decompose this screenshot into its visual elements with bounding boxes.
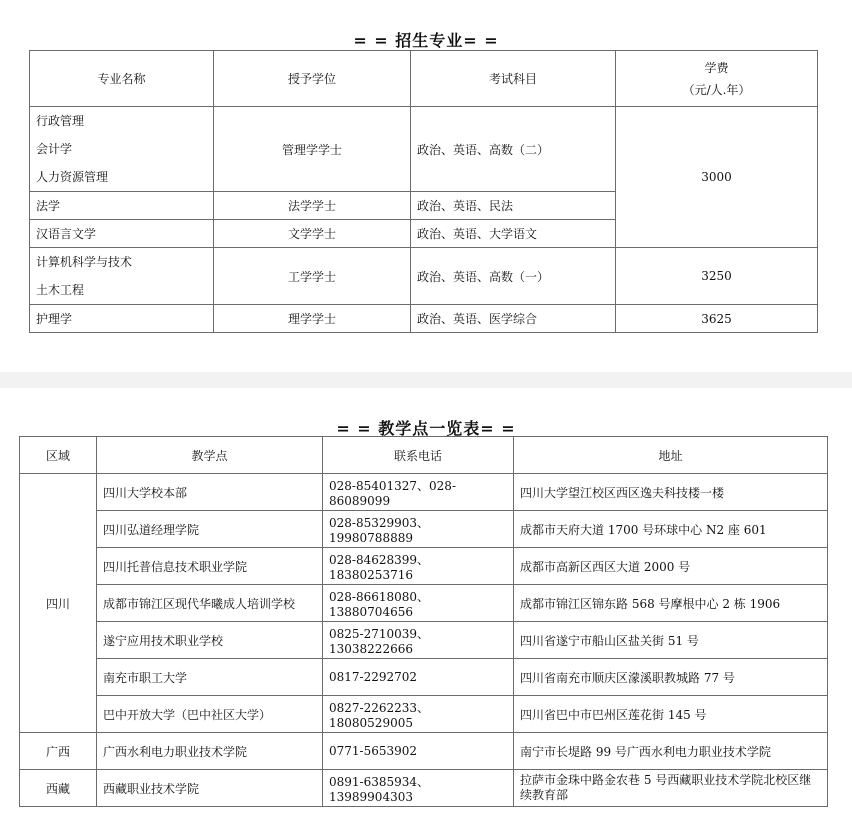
region-cell: 广西 [20,733,97,770]
header-major-name: 专业名称 [30,51,214,107]
degree-cell: 法学学士 [214,192,411,220]
majors-title: = = 招生专业= = [353,31,499,50]
site-phone: 0817-2292702 [323,659,514,696]
major-names-cell [30,248,214,305]
site-phone: 028-85401327、028-86089099 [323,474,514,511]
site-address: 成都市锦江区锦东路 568 号摩根中心 2 栋 1906 [514,585,828,622]
region-cell: 四川 [20,474,97,733]
site-row [20,622,828,659]
header-fee-line2: （元/人.年） [682,82,751,97]
site-address: 南宁市长堤路 99 号广西水利电力职业技术学院 [514,733,828,770]
site-row [20,511,828,548]
site-row [20,548,828,585]
major-name: 人力资源管理 [36,170,109,184]
region-cell: 西藏 [20,770,97,807]
exam-cell: 政治、英语、民法 [411,192,616,220]
site-name: 四川弘道经理学院 [97,511,323,548]
majors-row [30,248,818,305]
majors-table [29,50,818,333]
major-name: 会计学 [36,142,73,156]
header-fee [616,51,818,107]
major-name: 护理学 [30,305,214,333]
site-name: 成都市锦江区现代华曦成人培训学校 [97,585,323,622]
sites-title: = = 教学点一览表= = [336,419,516,438]
sites-section [0,388,852,823]
exam-cell: 政治、英语、大学语文 [411,220,616,248]
site-row [20,733,828,770]
section-divider [0,372,852,388]
major-name: 行政管理 [36,114,85,128]
site-address: 成都市天府大道 1700 号环球中心 N2 座 601 [514,511,828,548]
majors-header-row [30,51,818,107]
site-row [20,585,828,622]
site-row [20,770,828,807]
header-exam: 考试科目 [411,51,616,107]
fee-cell: 3000 [616,107,818,248]
header-fee-line1: 学费 [704,60,729,75]
exam-cell: 政治、英语、医学综合 [411,305,616,333]
major-names-cell [30,107,214,192]
site-phone: 028-85329903、19980788889 [323,511,514,548]
site-address: 四川省巴中市巴州区莲花街 145 号 [514,696,828,733]
site-address: 四川省遂宁市船山区盐关街 51 号 [514,622,828,659]
majors-section [0,0,852,372]
site-phone: 0827-2262233、18080529005 [323,696,514,733]
site-name: 遂宁应用技术职业学校 [97,622,323,659]
site-name: 巴中开放大学（巴中社区大学） [97,696,323,733]
exam-cell: 政治、英语、高数（二） [411,107,616,192]
sites-table [19,436,828,807]
major-name: 汉语言文学 [30,220,214,248]
exam-cell: 政治、英语、高数（一） [411,248,616,305]
site-phone: 0771-5653902 [323,733,514,770]
site-row [20,696,828,733]
site-address: 四川大学望江校区西区逸夫科技楼一楼 [514,474,828,511]
site-name: 广西水利电力职业技术学院 [97,733,323,770]
degree-cell: 管理学学士 [214,107,411,192]
sites-header-row [20,437,828,474]
degree-cell: 理学学士 [214,305,411,333]
site-address: 成都市高新区西区大道 2000 号 [514,548,828,585]
majors-row [30,305,818,333]
major-name: 土木工程 [36,283,85,297]
fee-cell: 3250 [616,248,818,305]
site-address: 拉萨市金珠中路金农巷 5 号西藏职业技术学院北校区继续教育部 [514,770,828,807]
site-phone: 0825-2710039、13038222666 [323,622,514,659]
header-phone: 联系电话 [323,437,514,474]
fee-cell: 3625 [616,305,818,333]
degree-cell: 工学学士 [214,248,411,305]
major-name: 计算机科学与技术 [36,255,133,269]
site-name: 四川托普信息技术职业学院 [97,548,323,585]
site-phone: 028-86618080、13880704656 [323,585,514,622]
site-phone: 0891-6385934、13989904303 [323,770,514,807]
site-row [20,659,828,696]
header-region: 区域 [20,437,97,474]
site-name: 南充市职工大学 [97,659,323,696]
header-address: 地址 [514,437,828,474]
majors-row [30,107,818,192]
site-row [20,474,828,511]
site-name: 四川大学校本部 [97,474,323,511]
header-site: 教学点 [97,437,323,474]
site-phone: 028-84628399、18380253716 [323,548,514,585]
site-address: 四川省南充市顺庆区濛溪职教城路 77 号 [514,659,828,696]
degree-cell: 文学学士 [214,220,411,248]
site-name: 西藏职业技术学院 [97,770,323,807]
major-name: 法学 [30,192,214,220]
header-degree: 授予学位 [214,51,411,107]
